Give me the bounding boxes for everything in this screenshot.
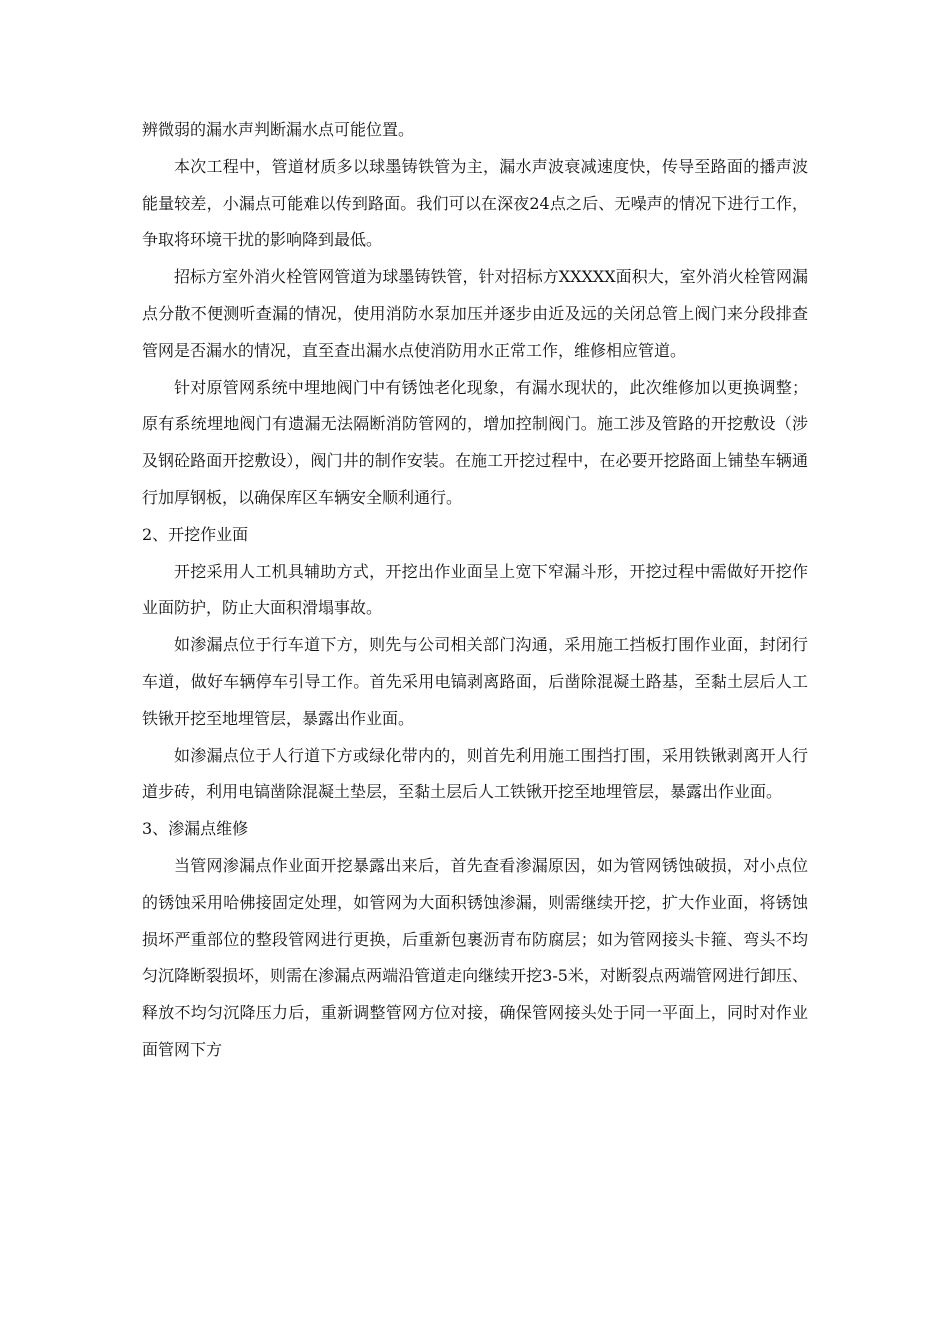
paragraph-roadway-leak: 如渗漏点位于行车道下方，则先与公司相关部门沟通，采用施工挡板打围作业面，封闭行车道，做好车辆停车引导工作。首先采用电镐剥离路面，后凿除混凝土路基，至黏土层后人工铁锹开挖至地埋管层，暴露出作业面。: [142, 635, 808, 728]
paragraph-pipe-material: 本次工程中，管道材质多以球墨铸铁管为主，漏水声波衰减速度快，传导至路面的播声波能量较差，小漏点可能难以传到路面。我们可以在深夜24点之后、无噪声的情况下进行工作，争取将环境干扰的影响降到最低。: [142, 156, 808, 250]
section-heading-excavation: 2、开挖作业面: [142, 524, 249, 544]
paragraph-excavation-method: 开挖采用人工机具辅助方式，开挖出作业面呈上宽下窄漏斗形，开挖过程中需做好开挖作业面防护，防止大面积滑塌事故。: [142, 561, 808, 618]
paragraph-hydrant-network: 招标方室外消火栓管网管道为球墨铸铁管，针对招标方XXXXX面积大，室外消火栓管网漏点分散不便测听查漏的情况，使用消防水泵加压并逐步由近及远的关闭总管上阀门来分段排查管网是否漏水的情况，直至查出漏水点使消防用水正常工作，维修相应管道。: [142, 267, 808, 360]
paragraph-sidewalk-leak: 如渗漏点位于人行道下方或绿化带内的，则首先利用施工围挡打围，采用铁锹剥离开人行道步砖，利用电镐凿除混凝土垫层，至黏土层后人工铁锹开挖至地埋管层，暴露出作业面。: [142, 745, 808, 802]
document-body: [142, 112, 808, 1069]
paragraph-continuation: 辨微弱的漏水声判断漏水点可能位置。: [142, 120, 415, 139]
paragraph-valve-replacement: 针对原管网系统中埋地阀门中有锈蚀老化现象，有漏水现状的，此次维修加以更换调整；原有系统埋地阀门有遗漏无法隔断消防管网的，增加控制阀门。施工涉及管路的开挖敷设（涉及钢砼路面开挖敷设），阀门井的制作安装。在施工开挖过程中，在必要开挖路面上铺垫车辆通行加厚钢板，以确保库区车辆安全顺利通行。: [142, 377, 808, 507]
section-heading-leak-repair: 3、渗漏点维修: [142, 819, 249, 839]
paragraph-leak-repair: 当管网渗漏点作业面开挖暴露出来后，首先查看渗漏原因，如为管网锈蚀破损，对小点位的锈蚀采用哈佛接固定处理，如管网为大面积锈蚀渗漏，则需继续开挖，扩大作业面，将锈蚀损坏严重部位的整段管网进行更换，后重新包裹沥青布防腐层；如为管网接头卡箍、弯头不均匀沉降断裂损坏，则需在渗漏点两端沿管道走向继续开挖3-5米，对断裂点两端管网进行卸压、释放不均匀沉降压力后，重新调整管网方位对接，确保管网接头处于同一平面上，同时对作业面管网下方: [142, 855, 808, 1059]
